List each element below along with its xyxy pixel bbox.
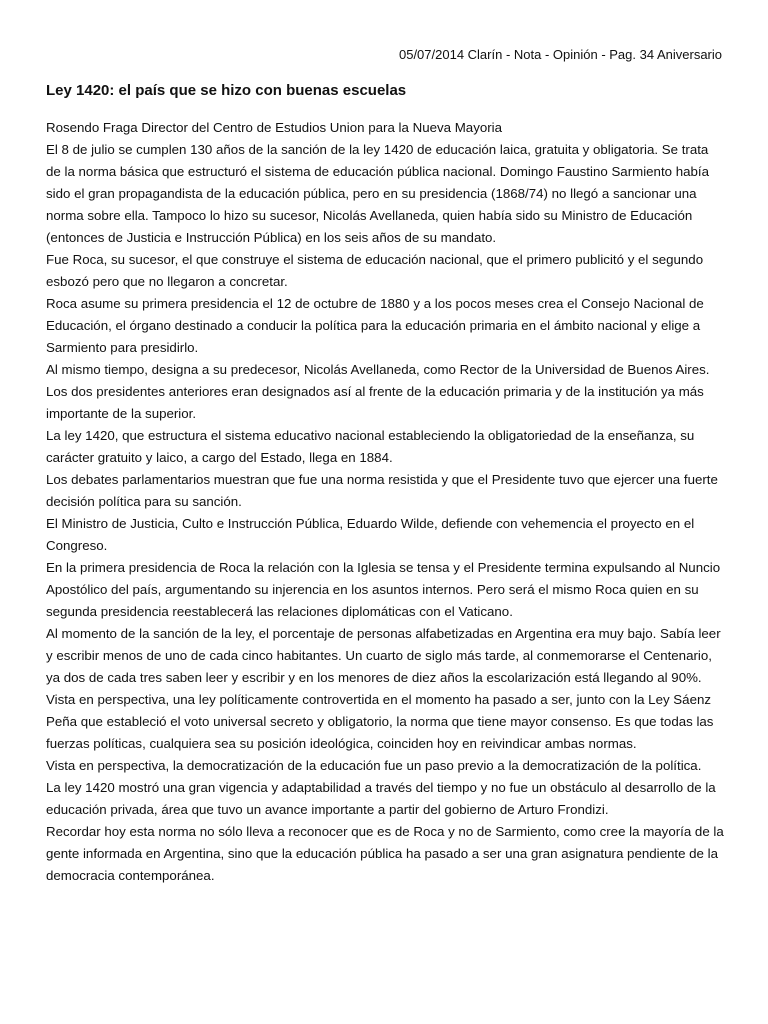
- paragraph: Recordar hoy esta norma no sólo lleva a reconocer que es de Roca y no de Sarmiento, como cree la mayoría de la gente informada en Argentina, sino que la educación pública ha pasado a ser una gran asignatura pendiente de la democracia contemporánea.: [46, 824, 724, 883]
- paragraph: Fue Roca, su sucesor, el que construye el sistema de educación nacional, que el primero publicitó y el segundo esbozó pero que no llegaron a concretar.: [46, 252, 704, 289]
- paragraph: La ley 1420, que estructura el sistema educativo nacional estableciendo la obligatoriedad de la enseñanza, su carácter gratuito y laico, a cargo del Estado, llega en 1884.: [46, 428, 695, 465]
- paragraph: Al momento de la sanción de la ley, el porcentaje de personas alfabetizadas en Argentina era muy bajo. Sabía leer y escribir menos de uno de cada cinco habitantes. Un cuarto de siglo más tarde, al conmemorarse el Centenario, ya dos de cada tres saben leer y escribir y en los menores de diez años la escolarización está llegando al 90%.: [46, 626, 721, 685]
- paragraph: Vista en perspectiva, la democratización de la educación fue un paso previo a la democratización de la política.: [46, 758, 702, 773]
- paragraph: Los debates parlamentarios muestran que fue una norma resistida y que el Presidente tuvo que ejercer una fuerte decisión política para su sanción.: [46, 472, 718, 509]
- paragraph: El 8 de julio se cumplen 130 años de la sanción de la ley 1420 de educación laica, gratuita y obligatoria. Se trata de la norma básica que estructuró el sistema de educación pública nacional. Domingo Faustino Sarmiento había sido el gran propagandista de la educación pública, pero en su presidencia (1868/74) no llegó a sancionar una norma sobre ella. Tampoco lo hizo su sucesor, Nicolás Avellaneda, quien había sido su Ministro de Educación (entonces de Justicia e Instrucción Pública) en los seis años de su mandato.: [46, 142, 710, 245]
- paragraph: Vista en perspectiva, una ley políticamente controvertida en el momento ha pasado a ser, junto con la Ley Sáenz Peña que estableció el voto universal secreto y obligatorio, la norma que tiene mayor consenso. Es que todas las fuerzas políticas, cualquiera sea su posición ideológica, coinciden hoy en reivindicar ambas normas.: [46, 692, 714, 751]
- paragraph: Roca asume su primera presidencia el 12 de octubre de 1880 y a los pocos meses crea el Consejo Nacional de Educación, el órgano destinado a conducir la política para la educación primaria en el ámbito nacional y elige a Sarmiento para presidirlo.: [46, 296, 704, 355]
- paragraph: En la primera presidencia de Roca la relación con la Iglesia se tensa y el Presidente termina expulsando al Nuncio Apostólico del país, argumentando su injerencia en los asuntos internos. Pero será el mismo Roca quien en su segunda presidencia reestablecerá las relaciones diplomáticas con el Vaticano.: [46, 560, 721, 619]
- paragraph: La ley 1420 mostró una gran vigencia y adaptabilidad a través del tiempo y no fue un obstáculo al desarrollo de la educación privada, área que tuvo un avance importante a partir del gobierno de Arturo Frondizi.: [46, 780, 716, 817]
- paragraph: Al mismo tiempo, designa a su predecesor, Nicolás Avellaneda, como Rector de la Universidad de Buenos Aires. Los dos presidentes anteriores eran designados así al frente de la educación primaria y de la institución ya más importante de la superior.: [46, 362, 710, 421]
- article-body: [46, 117, 726, 887]
- article-title: Ley 1420: el país que se hizo con buenas escuelas: [46, 82, 407, 99]
- article-byline: Rosendo Fraga Director del Centro de Estudios Union para la Nueva Mayoria: [46, 120, 503, 135]
- source-reference: 05/07/2014 Clarín - Nota - Opinión - Pag. 34 Aniversario: [398, 47, 722, 62]
- paragraph: El Ministro de Justicia, Culto e Instrucción Pública, Eduardo Wilde, defiende con vehemencia el proyecto en el Congreso.: [46, 516, 695, 553]
